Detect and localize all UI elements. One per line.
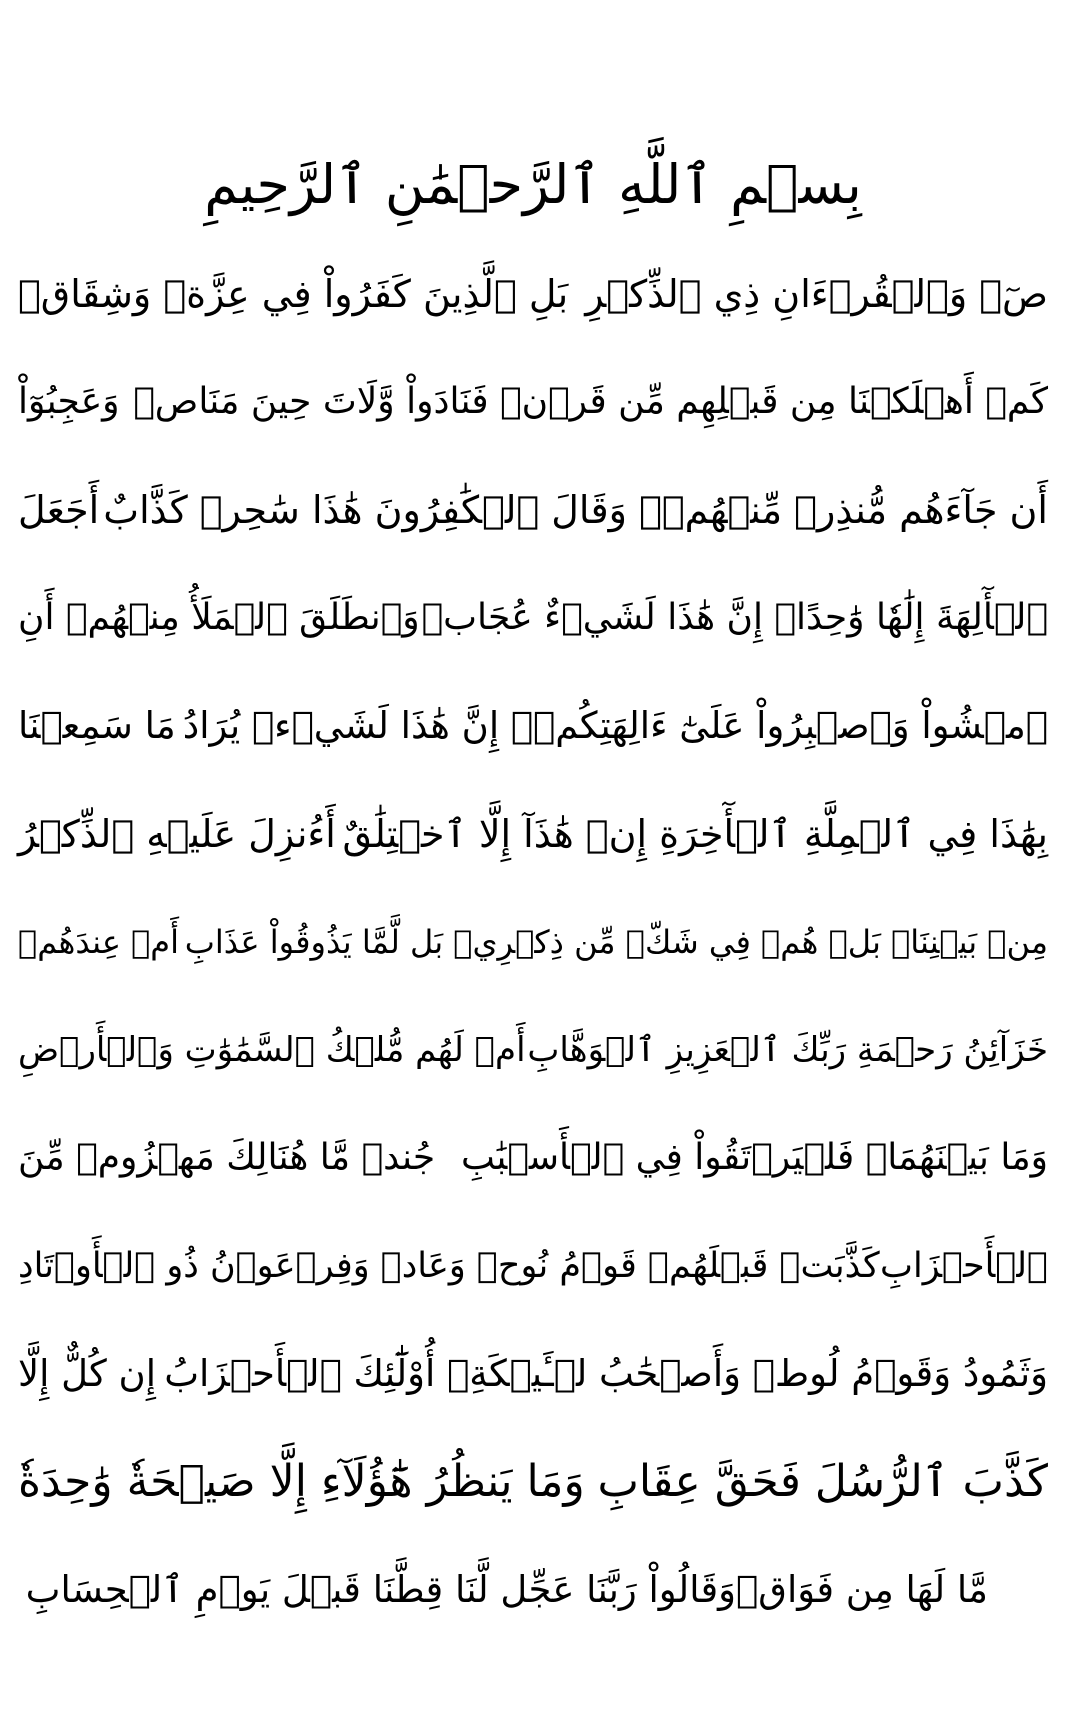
verse-segment: وَمَا يَنظُرُ هَٰٓؤُلَآءِ إِلَّا صَيۡحَةٗ وَٰحِدَةٗ: [18, 1456, 585, 1507]
verse-segment: وَقَالُواْ رَبَّنَا عَجِّل لَّنَا قِطَّنَا قَبۡلَ يَوۡمِ ٱلۡحِسَابِ: [25, 1568, 737, 1611]
verse-line: [18, 888, 1048, 996]
verse-line: [18, 564, 1048, 672]
verse-segment: بَلِ ٱلَّذِينَ كَفَرُواْ فِي عِزَّةٖ وَشِقَاقٖ: [18, 272, 569, 316]
verse-segment: أَمۡ عِندَهُمۡ: [18, 923, 179, 961]
verse-segment: كَذَّبَتۡ قَبۡلَهُمۡ قَوۡمُ نُوحٖ وَعَادٞ وَفِرۡعَوۡنُ ذُو ٱلۡأَوۡتَادِ: [18, 1246, 880, 1286]
verse-segment: ٱلۡأَحۡزَابِ: [880, 1246, 1048, 1286]
verse-segment: وَٱنطَلَقَ ٱلۡمَلَأُ مِنۡهُمۡ أَنِ: [18, 597, 420, 638]
verse-segment: صٓۚ وَٱلۡقُرۡءَانِ ذِي ٱلذِّكۡرِ: [585, 272, 1048, 316]
verse-segment: مِنۢ بَيۡنِنَاۚ بَلۡ هُمۡ فِي شَكّٖ مِّن ذِكۡرِيۚ بَل لَّمَّا يَذُوقُواْ عَذَابِ: [184, 923, 1048, 961]
verse-segment: كَذَّبَ ٱلرُّسُلَ فَحَقَّ عِقَابِ: [597, 1456, 1048, 1507]
verse-line: [18, 1104, 1048, 1212]
verse-segment: خَزَآئِنُ رَحۡمَةِ رَبِّكَ ٱلۡعَزِيزِ ٱلۡوَهَّابِ: [527, 1030, 1048, 1070]
verse-segment: إِن كُلٌّ إِلَّا: [18, 1352, 156, 1395]
verse-segment: مَّا لَهَا مِن فَوَاقٖ: [736, 1568, 988, 1611]
verse-segment: وَثَمُودُ وَقَوۡمُ لُوطٖ وَأَصۡحَٰبُ لۡـَٔيۡكَةِۚ أُوْلَٰٓئِكَ ٱلۡأَحۡزَابُ: [164, 1352, 1048, 1395]
verse-segment: أَن جَآءَهُم مُّنذِرٞ مِّنۡهُمۡۖ وَقَالَ ٱلۡكَٰفِرُونَ هَٰذَا سَٰحِرٞ كَذَّابٌ: [103, 488, 1048, 532]
verse-segment: أَءُنزِلَ عَلَيۡهِ ٱلذِّكۡرُ: [18, 812, 336, 856]
verse-line: [18, 348, 1048, 456]
verse-segment: ٱلۡأٓلِهَةَ إِلَٰهٗا وَٰحِدًاۖ إِنَّ هَٰذَا لَشَيۡءٌ عُجَابٞ: [421, 597, 1048, 638]
verse-line: [18, 1428, 1048, 1536]
verse-segment: ٱمۡشُواْ وَٱصۡبِرُواْ عَلَىٰٓ ءَالِهَتِكُمۡۖ إِنَّ هَٰذَا لَشَيۡءٞ يُرَادُ: [182, 704, 1048, 747]
verse-line: [18, 240, 1048, 348]
verse-line: [18, 1320, 1048, 1428]
verse-line: [18, 996, 1048, 1104]
verse-segment: أَجَعَلَ: [18, 488, 100, 532]
verse-segment: وَمَا بَيۡنَهُمَاۖ فَلۡيَرۡتَقُواْ فِي ٱلۡأَسۡبَٰبِ: [461, 1137, 1048, 1178]
verse-line: [18, 780, 1048, 888]
basmala: بِسۡمِ ٱللَّهِ ٱلرَّحۡمَٰنِ ٱلرَّحِيمِ: [204, 153, 862, 216]
verse-segment: أَمۡ لَهُم مُّلۡكُ ٱلسَّمَٰوَٰتِ وَٱلۡأَرۡضِ: [18, 1030, 526, 1070]
verse-line: [18, 1212, 1048, 1320]
verse-segment: جُندٞ مَّا هُنَالِكَ مَهۡزُومٞ مِّنَ: [18, 1137, 436, 1178]
verse-segment: مَا سَمِعۡنَا: [18, 704, 176, 747]
verse-segment: كَمۡ أَهۡلَكۡنَا مِن قَبۡلِهِم مِّن قَرۡنٖ فَنَادَواْ وَّلَاتَ حِينَ مَنَاصٖ: [133, 381, 1048, 422]
verse-line: [18, 672, 1048, 780]
verse-line: [18, 456, 1048, 564]
verse-segment: وَعَجِبُوٓاْ: [18, 381, 120, 422]
verse-segment: بِهَٰذَا فِي ٱلۡمِلَّةِ ٱلۡأٓخِرَةِ إِنۡ هَٰذَآ إِلَّا ٱخۡتِلَٰقٌ: [342, 812, 1048, 856]
verse-line: [18, 1536, 1048, 1644]
verse-lines: [18, 240, 1048, 1644]
